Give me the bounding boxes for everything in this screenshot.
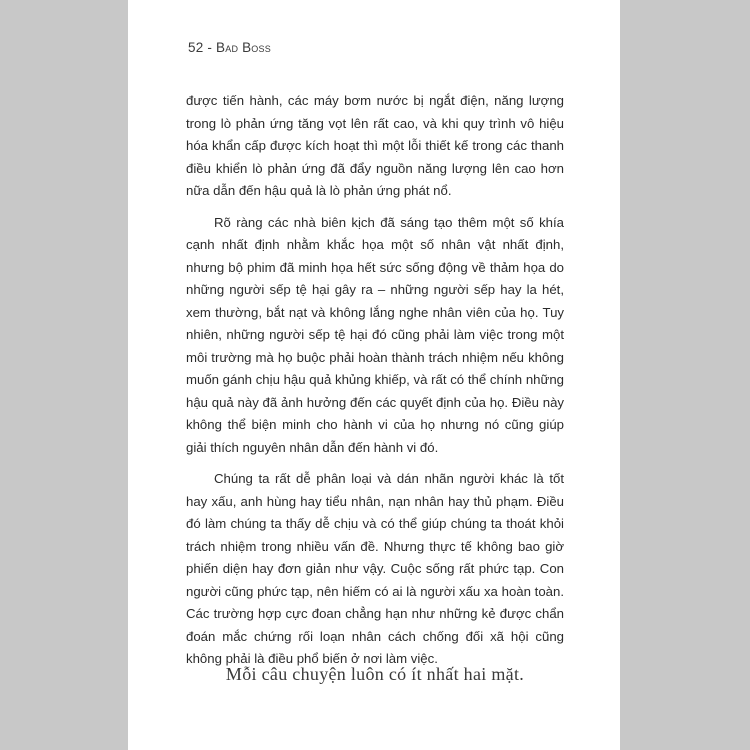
book-title: Bad Boss (216, 40, 271, 55)
right-background (620, 0, 750, 750)
paragraph-1: được tiến hành, các máy bơm nước bị ngắt điện, năng lượng trong lò phản ứng tăng vọt lên rất cao, và khi quy trình vô hiệu hóa khẩn cấp được kích hoạt thì một lỗi thiết kế trong các thanh điều khiển lò phản ứng đã đẩy nguồn năng lượng lên cao hơn nữa dẫn đến hậu quả là lò phản ứng phát nổ. (186, 93, 564, 198)
pull-quote: Mỗi câu chuyện luôn có ít nhất hai mặt. (225, 664, 525, 684)
page-number: 52 (188, 40, 204, 55)
body-text (186, 90, 564, 671)
header-separator: - (203, 40, 217, 55)
running-header (188, 40, 271, 55)
paragraph-2: Rõ ràng các nhà biên kịch đã sáng tạo thêm một số khía cạnh nhất định nhằm khắc họa một số nhân vật nhất định, nhưng bộ phim đã minh họa hết sức sống động về thảm họa do những người sếp tệ hại gây ra – những người sếp hay la hét, xem thường, bắt nạt và không lắng nghe nhân viên của họ. Tuy nhiên, những người sếp tệ hại đó cũng phải làm việc trong một môi trường mà họ buộc phải hoàn thành trách nhiệm nếu không muốn gánh chịu hậu quả khủng khiếp, và rất có thể chính những hậu quả này đã ảnh hưởng đến các quyết định của họ. Điều này không thể biện minh cho hành vi của họ nhưng nó cũng giúp giải thích nguyên nhân dẫn đến hành vi đó. (186, 214, 564, 455)
paragraph-3: Chúng ta rất dễ phân loại và dán nhãn người khác là tốt hay xấu, anh hùng hay tiểu nhân, nạn nhân hay thủ phạm. Điều đó làm chúng ta thấy dễ chịu và có thể giúp chúng ta thoát khỏi trách nhiệm trong nhiều vấn đề. Nhưng thực tế không bao giờ phiến diện hay đơn giản như vậy. Cuộc sống rất phức tạp. Con người cũng phức tạp, nên hiếm có ai là người xấu xa hoàn toàn. Các trường hợp cực đoan chẳng hạn như những kẻ được chẩn đoán mắc chứng rối loạn nhân cách chống đối xã hội cũng không phải là điều phổ biến ở nơi làm việc. (186, 471, 564, 666)
left-background (0, 0, 128, 750)
